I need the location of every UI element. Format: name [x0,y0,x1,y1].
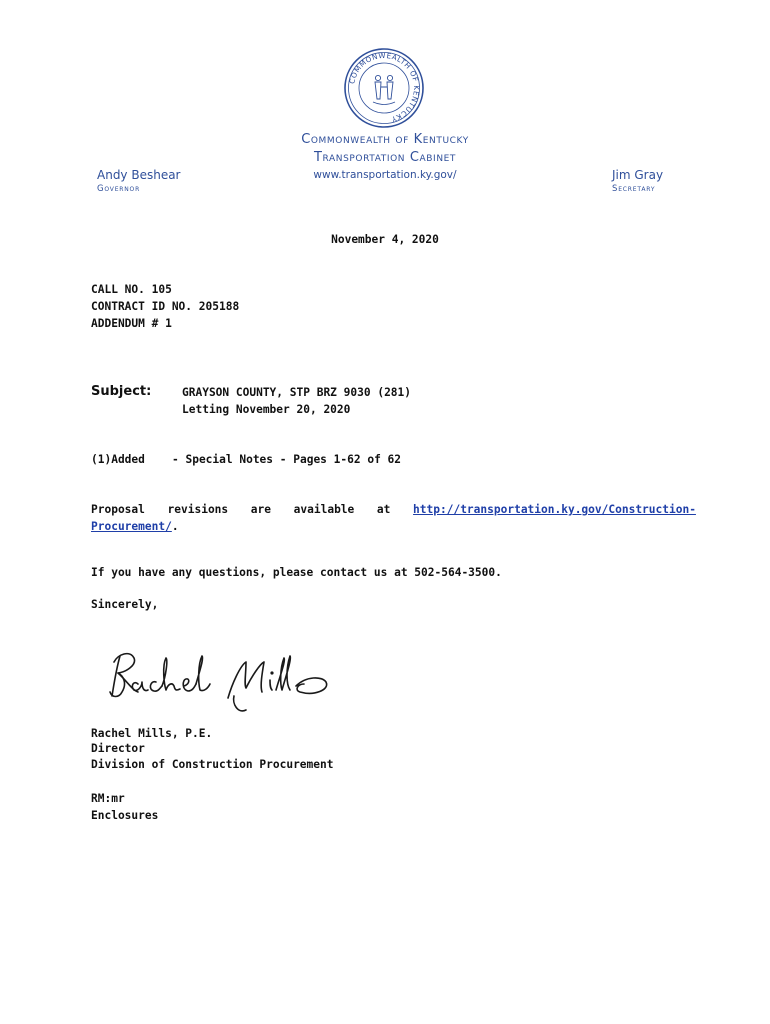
change-label: (1)Added [91,453,145,466]
signatory-title: Director [91,742,145,755]
procurement-link-part-2[interactable]: Procurement/ [91,520,172,533]
governor-name: Andy Beshear [97,168,181,182]
addendum-number: ADDENDUM # 1 [91,317,172,330]
procurement-link-part-1[interactable]: http://transportation.ky.gov/Construction- [413,503,696,516]
enclosures-note: Enclosures [91,809,159,822]
signatory-division: Division of Construction Procurement [91,758,334,771]
proposal-word: at [376,503,391,516]
letter-date: November 4, 2020 [331,233,439,246]
subject-line-2: Letting November 20, 2020 [182,403,351,416]
subject-line-1: GRAYSON COUNTY, STP BRZ 9030 (281) [182,386,412,399]
governor-block [97,168,181,194]
subject-label: Subject: [91,384,152,399]
call-number: CALL NO. 105 [91,283,172,296]
letterhead-commonwealth: Commonwealth of Kentucky [301,132,469,147]
proposal-word: available [293,503,355,516]
governor-title: Governor [97,184,141,194]
closing: Sincerely, [91,598,159,611]
handwritten-signature [100,640,340,718]
change-description: - Special Notes - Pages 1-62 of 62 [172,453,402,466]
secretary-block [612,168,663,194]
proposal-line-2 [91,520,179,533]
secretary-title: Secretary [612,184,656,194]
proposal-word: revisions [167,503,229,516]
secretary-name: Jim Gray [612,168,664,182]
signatory-name: Rachel Mills, P.E. [91,727,213,740]
proposal-line-1 [91,503,696,516]
letterhead-url: www.transportation.ky.gov/ [313,169,457,181]
seal-ring-text: COMMONWEALTH OF KENTUCKY [347,50,422,125]
proposal-word: Proposal [91,503,145,516]
proposal-word: are [250,503,272,516]
contract-id: CONTRACT ID NO. 205188 [91,300,240,313]
letterhead-cabinet: Transportation Cabinet [313,150,457,165]
reference-initials: RM:mr [91,792,125,805]
proposal-period: . [171,520,179,533]
questions-sentence: If you have any questions, please contact us at 502-564-3500. [91,566,502,579]
kentucky-seal-logo [343,47,425,129]
